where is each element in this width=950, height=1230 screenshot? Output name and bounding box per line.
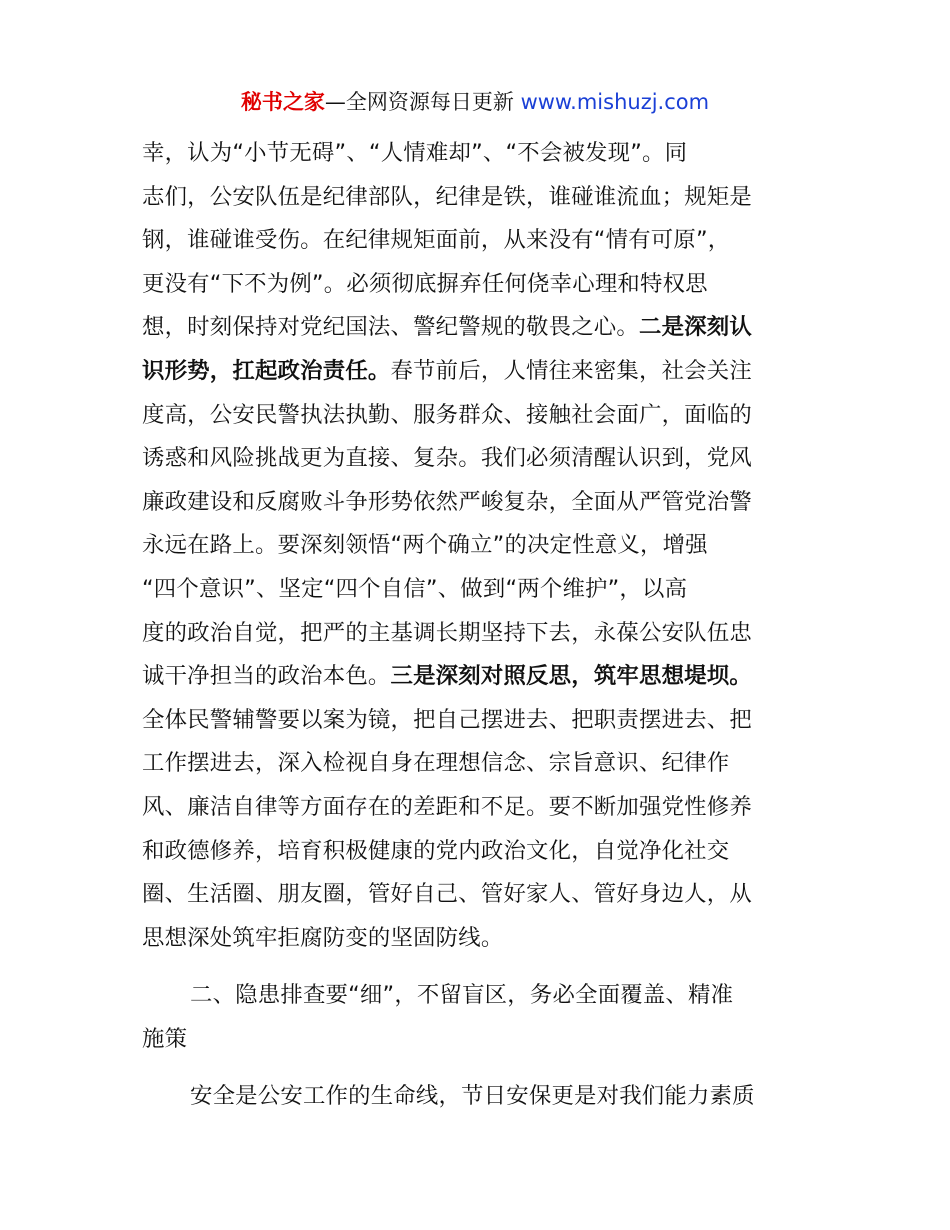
body-line xyxy=(142,132,814,176)
body-text: 春节前后，人情往来密集，社会关注 xyxy=(390,357,752,384)
brand-name: 秘书之家 xyxy=(240,90,325,114)
body-text: 诚干净担当的政治本色。 xyxy=(142,663,391,690)
body-line xyxy=(142,524,814,568)
body-text: 志们，公安队伍是纪律部队，纪律是铁，谁碰谁流血；规矩是 xyxy=(142,183,752,210)
body-line xyxy=(142,568,814,612)
body-line xyxy=(142,219,814,263)
body-text: 更没有“下不为例”。必须彻底摒弃任何侥幸心理和特权思 xyxy=(142,270,708,297)
site-url-link[interactable]: www.mishuzj.com xyxy=(520,90,710,114)
body-text: 全体民警辅警要以案为镜，把自己摆进去、把职责摆进去、把 xyxy=(142,706,752,733)
body-line xyxy=(142,699,814,743)
section-heading-continuation: 施策 xyxy=(142,1025,188,1052)
body-line xyxy=(142,612,814,656)
body-text: 诱惑和风险挑战更为直接、复杂。我们必须清醒认识到，党风 xyxy=(142,445,752,472)
bold-point-text: 识形势，扛起政治责任。 xyxy=(142,357,391,384)
body-line xyxy=(142,394,814,438)
body-line xyxy=(142,786,814,830)
section-heading: 二、隐患排查要“细”，不留盲区，务必全面覆盖、精准 xyxy=(190,982,734,1009)
document-body xyxy=(142,132,814,1119)
body-text: 度高，公安民警执法执勤、服务群众、接触社会面广，面临的 xyxy=(142,401,752,428)
body-text: 思想深处筑牢拒腐防变的坚固防线。 xyxy=(142,924,504,951)
body-text: “四个意识”、坚定“四个自信”、做到“两个维护”，以高 xyxy=(142,575,688,602)
paragraph-spacer xyxy=(142,1061,814,1075)
body-text: 永远在路上。要深刻领悟“两个确立”的决定性意义，增强 xyxy=(142,532,708,559)
body-text: 钢，谁碰谁受伤。在纪律规矩面前，从来没有“情有可原”， xyxy=(142,227,731,254)
body-text: 工作摆进去，深入检视自身在理想信念、宗旨意识、纪律作 xyxy=(142,750,730,777)
body-line xyxy=(142,917,814,961)
body-line xyxy=(142,176,814,220)
body-line xyxy=(142,263,814,307)
bold-point-text: 三是深刻对照反思，筑牢思想堤坝。 xyxy=(390,663,752,690)
body-text: 幸，认为“小节无碍”、“人情难却”、“不会被发现”。同 xyxy=(142,140,688,166)
body-text: 风、廉洁自律等方面存在的差距和不足。要不断加强党性修养 xyxy=(142,793,752,820)
body-text: 圈、生活圈、朋友圈，管好自己、管好家人、管好身边人，从 xyxy=(142,881,752,908)
paragraph-first-line: 安全是公安工作的生命线，节日安保更是对我们能力素质 xyxy=(190,1083,755,1110)
body-text: 想，时刻保持对党纪国法、警纪警规的敬畏之心。 xyxy=(142,314,639,341)
bold-point-text: 二是深刻认 xyxy=(639,314,752,341)
body-line xyxy=(142,481,814,525)
site-header xyxy=(0,86,950,118)
body-text: 和政德修养，培育积极健康的党内政治文化，自觉净化社交 xyxy=(142,837,730,864)
body-line xyxy=(142,306,814,350)
body-line xyxy=(142,873,814,917)
body-line xyxy=(142,655,814,699)
body-line xyxy=(142,350,814,394)
body-line xyxy=(142,742,814,786)
body-text: 廉政建设和反腐败斗争形势依然严峻复杂，全面从严管党治警 xyxy=(142,488,752,515)
header-slogan: —全网资源每日更新 xyxy=(324,90,514,114)
body-line xyxy=(142,437,814,481)
body-text: 度的政治自觉，把严的主基调长期坚持下去，永葆公安队伍忠 xyxy=(142,619,752,646)
body-line xyxy=(142,830,814,874)
